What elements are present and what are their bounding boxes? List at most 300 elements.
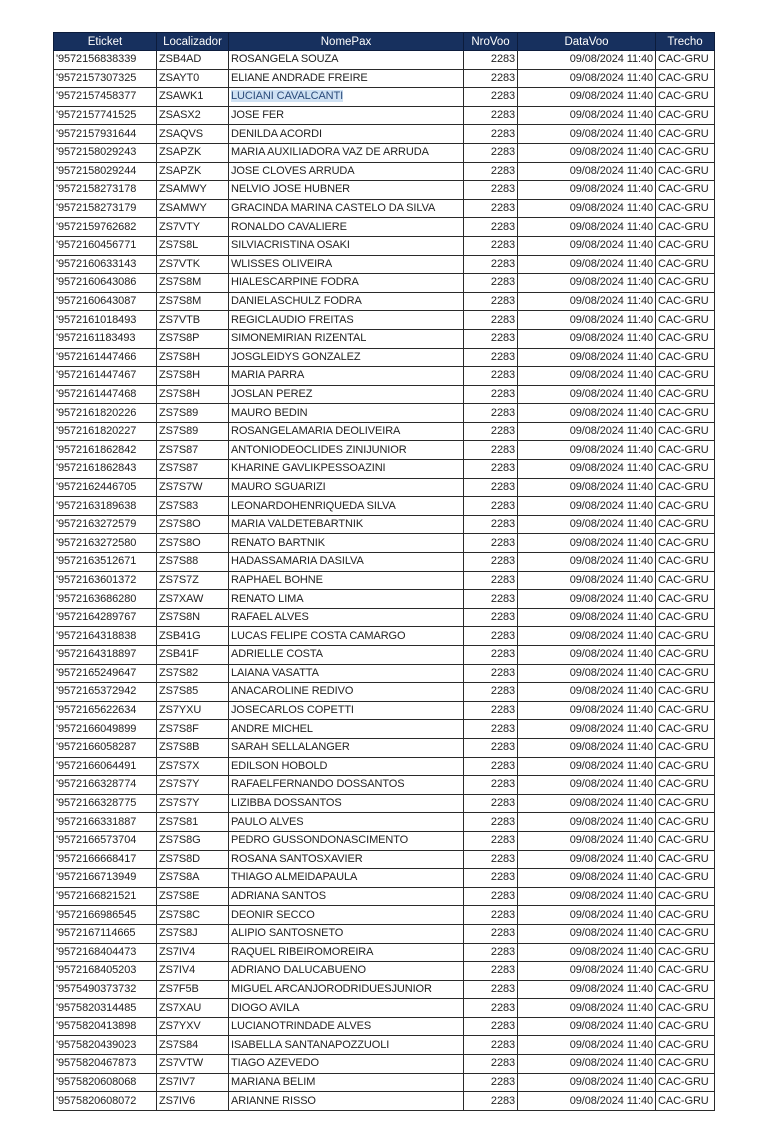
nrovoo-cell[interactable]: 2283 bbox=[464, 51, 518, 70]
localizador-cell[interactable]: ZS7S8M bbox=[157, 274, 229, 293]
trecho-cell[interactable]: CAC-GRU bbox=[656, 850, 715, 869]
eticket-cell[interactable]: '9572166328775 bbox=[54, 794, 157, 813]
nomepax-cell[interactable]: THIAGO ALMEIDAPAULA bbox=[229, 869, 464, 888]
nrovoo-cell[interactable]: 2283 bbox=[464, 590, 518, 609]
eticket-cell[interactable]: '9572159762682 bbox=[54, 218, 157, 237]
nomepax-cell[interactable]: ARIANNE RISSO bbox=[229, 1092, 464, 1111]
datavoo-cell[interactable]: 09/08/2024 11:40 bbox=[518, 69, 656, 88]
datavoo-cell[interactable]: 09/08/2024 11:40 bbox=[518, 51, 656, 70]
localizador-cell[interactable]: ZS7S8D bbox=[157, 850, 229, 869]
nrovoo-cell[interactable]: 2283 bbox=[464, 255, 518, 274]
nomepax-cell[interactable]: KHARINE GAVLIKPESSOAZINI bbox=[229, 460, 464, 479]
trecho-cell[interactable]: CAC-GRU bbox=[656, 980, 715, 999]
trecho-cell[interactable]: CAC-GRU bbox=[656, 181, 715, 200]
nrovoo-cell[interactable]: 2283 bbox=[464, 534, 518, 553]
datavoo-cell[interactable]: 09/08/2024 11:40 bbox=[518, 776, 656, 795]
datavoo-cell[interactable]: 09/08/2024 11:40 bbox=[518, 218, 656, 237]
datavoo-cell[interactable]: 09/08/2024 11:40 bbox=[518, 627, 656, 646]
localizador-cell[interactable]: ZS7S8F bbox=[157, 720, 229, 739]
localizador-cell[interactable]: ZS7S8O bbox=[157, 534, 229, 553]
eticket-cell[interactable]: '9572156838339 bbox=[54, 51, 157, 70]
datavoo-cell[interactable]: 09/08/2024 11:40 bbox=[518, 236, 656, 255]
localizador-cell[interactable]: ZS7IV4 bbox=[157, 962, 229, 981]
trecho-cell[interactable]: CAC-GRU bbox=[656, 999, 715, 1018]
localizador-cell[interactable]: ZS7VTK bbox=[157, 255, 229, 274]
localizador-cell[interactable]: ZS7S8H bbox=[157, 367, 229, 386]
datavoo-cell[interactable]: 09/08/2024 11:40 bbox=[518, 1073, 656, 1092]
nomepax-cell[interactable]: RAFAELFERNANDO DOSSANTOS bbox=[229, 776, 464, 795]
localizador-cell[interactable]: ZS7S7Z bbox=[157, 571, 229, 590]
datavoo-cell[interactable]: 09/08/2024 11:40 bbox=[518, 1092, 656, 1111]
nomepax-cell[interactable]: DANIELASCHULZ FODRA bbox=[229, 292, 464, 311]
eticket-cell[interactable]: '9572161447466 bbox=[54, 348, 157, 367]
nomepax-cell[interactable]: PAULO ALVES bbox=[229, 813, 464, 832]
eticket-cell[interactable]: '9572168404473 bbox=[54, 943, 157, 962]
trecho-cell[interactable]: CAC-GRU bbox=[656, 69, 715, 88]
nomepax-cell[interactable]: MIGUEL ARCANJORODRIDUESJUNIOR bbox=[229, 980, 464, 999]
nrovoo-cell[interactable]: 2283 bbox=[464, 999, 518, 1018]
trecho-cell[interactable]: CAC-GRU bbox=[656, 143, 715, 162]
nrovoo-cell[interactable]: 2283 bbox=[464, 869, 518, 888]
eticket-cell[interactable]: '9572163512671 bbox=[54, 553, 157, 572]
nrovoo-cell[interactable]: 2283 bbox=[464, 738, 518, 757]
nomepax-cell[interactable]: MARIA PARRA bbox=[229, 367, 464, 386]
datavoo-cell[interactable]: 09/08/2024 11:40 bbox=[518, 1055, 656, 1074]
trecho-cell[interactable]: CAC-GRU bbox=[656, 162, 715, 181]
nomepax-cell[interactable]: ROSANGELAMARIA DEOLIVEIRA bbox=[229, 422, 464, 441]
localizador-cell[interactable]: ZSAMWY bbox=[157, 181, 229, 200]
nomepax-cell[interactable]: LEONARDOHENRIQUEDA SILVA bbox=[229, 497, 464, 516]
nrovoo-cell[interactable]: 2283 bbox=[464, 329, 518, 348]
trecho-cell[interactable]: CAC-GRU bbox=[656, 813, 715, 832]
trecho-cell[interactable]: CAC-GRU bbox=[656, 199, 715, 218]
nrovoo-cell[interactable]: 2283 bbox=[464, 980, 518, 999]
trecho-cell[interactable]: CAC-GRU bbox=[656, 348, 715, 367]
localizador-cell[interactable]: ZS7S7Y bbox=[157, 794, 229, 813]
eticket-cell[interactable]: '9575820608068 bbox=[54, 1073, 157, 1092]
localizador-cell[interactable]: ZS7YXV bbox=[157, 1017, 229, 1036]
localizador-cell[interactable]: ZS7S87 bbox=[157, 441, 229, 460]
nomepax-cell[interactable]: SARAH SELLALANGER bbox=[229, 738, 464, 757]
eticket-cell[interactable]: '9572157931644 bbox=[54, 125, 157, 144]
nrovoo-cell[interactable]: 2283 bbox=[464, 1017, 518, 1036]
localizador-cell[interactable]: ZS7S8P bbox=[157, 329, 229, 348]
nomepax-cell[interactable]: MARIA VALDETEBARTNIK bbox=[229, 515, 464, 534]
nrovoo-cell[interactable]: 2283 bbox=[464, 1036, 518, 1055]
eticket-cell[interactable]: '9572166986545 bbox=[54, 906, 157, 925]
datavoo-cell[interactable]: 09/08/2024 11:40 bbox=[518, 88, 656, 107]
localizador-cell[interactable]: ZSB41F bbox=[157, 646, 229, 665]
nomepax-cell[interactable]: PEDRO GUSSONDONASCIMENTO bbox=[229, 831, 464, 850]
localizador-cell[interactable]: ZS7S7W bbox=[157, 478, 229, 497]
nrovoo-cell[interactable]: 2283 bbox=[464, 1092, 518, 1111]
nrovoo-cell[interactable]: 2283 bbox=[464, 943, 518, 962]
eticket-cell[interactable]: '9572158273178 bbox=[54, 181, 157, 200]
localizador-cell[interactable]: ZSAQVS bbox=[157, 125, 229, 144]
nomepax-cell[interactable]: ISABELLA SANTANAPOZZUOLI bbox=[229, 1036, 464, 1055]
nrovoo-cell[interactable]: 2283 bbox=[464, 311, 518, 330]
trecho-cell[interactable]: CAC-GRU bbox=[656, 478, 715, 497]
eticket-cell[interactable]: '9572168405203 bbox=[54, 962, 157, 981]
trecho-cell[interactable]: CAC-GRU bbox=[656, 776, 715, 795]
trecho-cell[interactable]: CAC-GRU bbox=[656, 831, 715, 850]
localizador-cell[interactable]: ZS7S8H bbox=[157, 348, 229, 367]
nomepax-cell[interactable]: GRACINDA MARINA CASTELO DA SILVA bbox=[229, 199, 464, 218]
localizador-cell[interactable]: ZS7S8A bbox=[157, 869, 229, 888]
nrovoo-cell[interactable]: 2283 bbox=[464, 664, 518, 683]
trecho-cell[interactable]: CAC-GRU bbox=[656, 460, 715, 479]
localizador-cell[interactable]: ZS7VTB bbox=[157, 311, 229, 330]
localizador-cell[interactable]: ZS7S8B bbox=[157, 738, 229, 757]
datavoo-cell[interactable]: 09/08/2024 11:40 bbox=[518, 292, 656, 311]
datavoo-cell[interactable]: 09/08/2024 11:40 bbox=[518, 962, 656, 981]
localizador-cell[interactable]: ZSAPZK bbox=[157, 143, 229, 162]
localizador-cell[interactable]: ZS7S8M bbox=[157, 292, 229, 311]
localizador-cell[interactable]: ZS7S7Y bbox=[157, 776, 229, 795]
trecho-cell[interactable]: CAC-GRU bbox=[656, 274, 715, 293]
trecho-cell[interactable]: CAC-GRU bbox=[656, 515, 715, 534]
nomepax-cell[interactable]: HIALESCARPINE FODRA bbox=[229, 274, 464, 293]
nrovoo-cell[interactable]: 2283 bbox=[464, 515, 518, 534]
eticket-cell[interactable]: '9572163272580 bbox=[54, 534, 157, 553]
nrovoo-cell[interactable]: 2283 bbox=[464, 1073, 518, 1092]
datavoo-cell[interactable]: 09/08/2024 11:40 bbox=[518, 106, 656, 125]
nomepax-cell[interactable]: RAPHAEL BOHNE bbox=[229, 571, 464, 590]
datavoo-cell[interactable]: 09/08/2024 11:40 bbox=[518, 199, 656, 218]
nrovoo-cell[interactable]: 2283 bbox=[464, 199, 518, 218]
trecho-cell[interactable]: CAC-GRU bbox=[656, 218, 715, 237]
eticket-cell[interactable]: '9575820314485 bbox=[54, 999, 157, 1018]
localizador-cell[interactable]: ZS7S87 bbox=[157, 460, 229, 479]
eticket-cell[interactable]: '9572160456771 bbox=[54, 236, 157, 255]
trecho-cell[interactable]: CAC-GRU bbox=[656, 1073, 715, 1092]
trecho-cell[interactable]: CAC-GRU bbox=[656, 422, 715, 441]
eticket-cell[interactable]: '9572163189638 bbox=[54, 497, 157, 516]
trecho-cell[interactable]: CAC-GRU bbox=[656, 627, 715, 646]
nrovoo-cell[interactable]: 2283 bbox=[464, 497, 518, 516]
trecho-cell[interactable]: CAC-GRU bbox=[656, 1017, 715, 1036]
nomepax-cell[interactable]: LUCAS FELIPE COSTA CAMARGO bbox=[229, 627, 464, 646]
nrovoo-cell[interactable]: 2283 bbox=[464, 125, 518, 144]
nrovoo-cell[interactable]: 2283 bbox=[464, 218, 518, 237]
localizador-cell[interactable]: ZSAYT0 bbox=[157, 69, 229, 88]
datavoo-cell[interactable]: 09/08/2024 11:40 bbox=[518, 460, 656, 479]
nomepax-cell[interactable]: MARIA AUXILIADORA VAZ DE ARRUDA bbox=[229, 143, 464, 162]
localizador-cell[interactable]: ZSB4AD bbox=[157, 51, 229, 70]
trecho-cell[interactable]: CAC-GRU bbox=[656, 534, 715, 553]
trecho-cell[interactable]: CAC-GRU bbox=[656, 1055, 715, 1074]
datavoo-cell[interactable]: 09/08/2024 11:40 bbox=[518, 999, 656, 1018]
localizador-cell[interactable]: ZSAPZK bbox=[157, 162, 229, 181]
datavoo-cell[interactable]: 09/08/2024 11:40 bbox=[518, 515, 656, 534]
eticket-cell[interactable]: '9572160643086 bbox=[54, 274, 157, 293]
nrovoo-cell[interactable]: 2283 bbox=[464, 385, 518, 404]
trecho-cell[interactable]: CAC-GRU bbox=[656, 757, 715, 776]
datavoo-cell[interactable]: 09/08/2024 11:40 bbox=[518, 478, 656, 497]
trecho-cell[interactable]: CAC-GRU bbox=[656, 924, 715, 943]
eticket-cell[interactable]: '9572166573704 bbox=[54, 831, 157, 850]
eticket-cell[interactable]: '9572165372942 bbox=[54, 683, 157, 702]
localizador-cell[interactable]: ZS7IV7 bbox=[157, 1073, 229, 1092]
localizador-cell[interactable]: ZS7YXU bbox=[157, 701, 229, 720]
nomepax-cell[interactable]: JOSLAN PEREZ bbox=[229, 385, 464, 404]
nrovoo-cell[interactable]: 2283 bbox=[464, 776, 518, 795]
datavoo-cell[interactable]: 09/08/2024 11:40 bbox=[518, 534, 656, 553]
trecho-cell[interactable]: CAC-GRU bbox=[656, 88, 715, 107]
eticket-cell[interactable]: '9572163686280 bbox=[54, 590, 157, 609]
nrovoo-cell[interactable]: 2283 bbox=[464, 274, 518, 293]
nrovoo-cell[interactable]: 2283 bbox=[464, 757, 518, 776]
datavoo-cell[interactable]: 09/08/2024 11:40 bbox=[518, 1036, 656, 1055]
trecho-cell[interactable]: CAC-GRU bbox=[656, 125, 715, 144]
trecho-cell[interactable]: CAC-GRU bbox=[656, 255, 715, 274]
nomepax-cell[interactable]: NELVIO JOSE HUBNER bbox=[229, 181, 464, 200]
nrovoo-cell[interactable]: 2283 bbox=[464, 460, 518, 479]
nomepax-cell[interactable]: RONALDO CAVALIERE bbox=[229, 218, 464, 237]
trecho-cell[interactable]: CAC-GRU bbox=[656, 385, 715, 404]
nrovoo-cell[interactable]: 2283 bbox=[464, 646, 518, 665]
nomepax-cell[interactable]: LUCIANOTRINDADE ALVES bbox=[229, 1017, 464, 1036]
datavoo-cell[interactable]: 09/08/2024 11:40 bbox=[518, 906, 656, 925]
nomepax-cell[interactable]: ROSANA SANTOSXAVIER bbox=[229, 850, 464, 869]
nrovoo-cell[interactable]: 2283 bbox=[464, 348, 518, 367]
eticket-cell[interactable]: '9572158273179 bbox=[54, 199, 157, 218]
trecho-cell[interactable]: CAC-GRU bbox=[656, 1036, 715, 1055]
trecho-cell[interactable]: CAC-GRU bbox=[656, 236, 715, 255]
nrovoo-cell[interactable]: 2283 bbox=[464, 236, 518, 255]
datavoo-cell[interactable]: 09/08/2024 11:40 bbox=[518, 404, 656, 423]
localizador-cell[interactable]: ZS7S8G bbox=[157, 831, 229, 850]
eticket-cell[interactable]: '9575820413898 bbox=[54, 1017, 157, 1036]
datavoo-cell[interactable]: 09/08/2024 11:40 bbox=[518, 831, 656, 850]
trecho-cell[interactable]: CAC-GRU bbox=[656, 738, 715, 757]
localizador-cell[interactable]: ZS7S8L bbox=[157, 236, 229, 255]
eticket-cell[interactable]: '9572161862843 bbox=[54, 460, 157, 479]
eticket-cell[interactable]: '9572163601372 bbox=[54, 571, 157, 590]
eticket-cell[interactable]: '9572166328774 bbox=[54, 776, 157, 795]
nrovoo-cell[interactable]: 2283 bbox=[464, 701, 518, 720]
datavoo-cell[interactable]: 09/08/2024 11:40 bbox=[518, 813, 656, 832]
trecho-cell[interactable]: CAC-GRU bbox=[656, 497, 715, 516]
nrovoo-cell[interactable]: 2283 bbox=[464, 831, 518, 850]
trecho-cell[interactable]: CAC-GRU bbox=[656, 887, 715, 906]
trecho-cell[interactable]: CAC-GRU bbox=[656, 404, 715, 423]
trecho-cell[interactable]: CAC-GRU bbox=[656, 571, 715, 590]
datavoo-cell[interactable]: 09/08/2024 11:40 bbox=[518, 329, 656, 348]
nomepax-cell[interactable] bbox=[229, 88, 464, 107]
datavoo-cell[interactable]: 09/08/2024 11:40 bbox=[518, 367, 656, 386]
nomepax-cell[interactable]: ADRIANO DALUCABUENO bbox=[229, 962, 464, 981]
eticket-cell[interactable]: '9572166713949 bbox=[54, 869, 157, 888]
trecho-cell[interactable]: CAC-GRU bbox=[656, 106, 715, 125]
trecho-cell[interactable]: CAC-GRU bbox=[656, 906, 715, 925]
datavoo-cell[interactable]: 09/08/2024 11:40 bbox=[518, 608, 656, 627]
nomepax-cell[interactable]: MAURO BEDIN bbox=[229, 404, 464, 423]
trecho-cell[interactable]: CAC-GRU bbox=[656, 962, 715, 981]
localizador-cell[interactable]: ZS7S8C bbox=[157, 906, 229, 925]
nomepax-cell[interactable]: HADASSAMARIA DASILVA bbox=[229, 553, 464, 572]
trecho-cell[interactable]: CAC-GRU bbox=[656, 943, 715, 962]
eticket-cell[interactable]: '9572165249647 bbox=[54, 664, 157, 683]
trecho-cell[interactable]: CAC-GRU bbox=[656, 590, 715, 609]
eticket-cell[interactable]: '9572165622634 bbox=[54, 701, 157, 720]
nrovoo-cell[interactable]: 2283 bbox=[464, 794, 518, 813]
datavoo-cell[interactable]: 09/08/2024 11:40 bbox=[518, 553, 656, 572]
eticket-cell[interactable]: '9572158029243 bbox=[54, 143, 157, 162]
eticket-cell[interactable]: '9572158029244 bbox=[54, 162, 157, 181]
datavoo-cell[interactable]: 09/08/2024 11:40 bbox=[518, 311, 656, 330]
datavoo-cell[interactable]: 09/08/2024 11:40 bbox=[518, 571, 656, 590]
trecho-cell[interactable]: CAC-GRU bbox=[656, 311, 715, 330]
trecho-cell[interactable]: CAC-GRU bbox=[656, 720, 715, 739]
localizador-cell[interactable]: ZS7IV6 bbox=[157, 1092, 229, 1111]
nomepax-cell[interactable]: ADRIANA SANTOS bbox=[229, 887, 464, 906]
nomepax-cell[interactable]: RENATO LIMA bbox=[229, 590, 464, 609]
nrovoo-cell[interactable]: 2283 bbox=[464, 553, 518, 572]
localizador-cell[interactable]: ZS7S84 bbox=[157, 1036, 229, 1055]
eticket-cell[interactable]: '9572167114665 bbox=[54, 924, 157, 943]
nomepax-cell[interactable]: SILVIACRISTINA OSAKI bbox=[229, 236, 464, 255]
datavoo-cell[interactable]: 09/08/2024 11:40 bbox=[518, 1017, 656, 1036]
nomepax-cell[interactable]: JOSGLEIDYS GONZALEZ bbox=[229, 348, 464, 367]
eticket-cell[interactable]: '9572161447467 bbox=[54, 367, 157, 386]
localizador-cell[interactable]: ZS7S8E bbox=[157, 887, 229, 906]
trecho-cell[interactable]: CAC-GRU bbox=[656, 1092, 715, 1111]
eticket-cell[interactable]: '9572161820227 bbox=[54, 422, 157, 441]
eticket-cell[interactable]: '9575820439023 bbox=[54, 1036, 157, 1055]
nrovoo-cell[interactable]: 2283 bbox=[464, 367, 518, 386]
nomepax-cell[interactable]: LIZIBBA DOSSANTOS bbox=[229, 794, 464, 813]
datavoo-cell[interactable]: 09/08/2024 11:40 bbox=[518, 701, 656, 720]
nomepax-cell[interactable]: REGICLAUDIO FREITAS bbox=[229, 311, 464, 330]
nomepax-cell[interactable]: MARIANA BELIM bbox=[229, 1073, 464, 1092]
nomepax-cell[interactable]: JOSECARLOS COPETTI bbox=[229, 701, 464, 720]
nrovoo-cell[interactable]: 2283 bbox=[464, 292, 518, 311]
localizador-cell[interactable]: ZS7S85 bbox=[157, 683, 229, 702]
nomepax-cell[interactable]: DENILDA ACORDI bbox=[229, 125, 464, 144]
datavoo-cell[interactable]: 09/08/2024 11:40 bbox=[518, 720, 656, 739]
eticket-cell[interactable]: '9575820467873 bbox=[54, 1055, 157, 1074]
localizador-cell[interactable]: ZS7S8N bbox=[157, 608, 229, 627]
datavoo-cell[interactable]: 09/08/2024 11:40 bbox=[518, 255, 656, 274]
eticket-cell[interactable]: '9572163272579 bbox=[54, 515, 157, 534]
nrovoo-cell[interactable]: 2283 bbox=[464, 887, 518, 906]
nrovoo-cell[interactable]: 2283 bbox=[464, 106, 518, 125]
selected-text[interactable]: LUCIANI CAVALCANTI bbox=[231, 90, 344, 103]
localizador-cell[interactable]: ZS7XAU bbox=[157, 999, 229, 1018]
eticket-cell[interactable]: '9572161447468 bbox=[54, 385, 157, 404]
localizador-cell[interactable]: ZS7S82 bbox=[157, 664, 229, 683]
eticket-cell[interactable]: '9572166821521 bbox=[54, 887, 157, 906]
trecho-cell[interactable]: CAC-GRU bbox=[656, 441, 715, 460]
eticket-cell[interactable]: '9572161820226 bbox=[54, 404, 157, 423]
eticket-cell[interactable]: '9572166331887 bbox=[54, 813, 157, 832]
datavoo-cell[interactable]: 09/08/2024 11:40 bbox=[518, 143, 656, 162]
eticket-cell[interactable]: '9572166058287 bbox=[54, 738, 157, 757]
eticket-cell[interactable]: '9572166668417 bbox=[54, 850, 157, 869]
localizador-cell[interactable]: ZS7VTW bbox=[157, 1055, 229, 1074]
nomepax-cell[interactable]: ALIPIO SANTOSNETO bbox=[229, 924, 464, 943]
nomepax-cell[interactable]: SIMONEMIRIAN RIZENTAL bbox=[229, 329, 464, 348]
localizador-cell[interactable]: ZS7S7X bbox=[157, 757, 229, 776]
eticket-cell[interactable]: '9572162446705 bbox=[54, 478, 157, 497]
nrovoo-cell[interactable]: 2283 bbox=[464, 906, 518, 925]
eticket-cell[interactable]: '9572161018493 bbox=[54, 311, 157, 330]
localizador-cell[interactable]: ZSAWK1 bbox=[157, 88, 229, 107]
nomepax-cell[interactable]: JOSE FER bbox=[229, 106, 464, 125]
trecho-cell[interactable]: CAC-GRU bbox=[656, 646, 715, 665]
datavoo-cell[interactable]: 09/08/2024 11:40 bbox=[518, 590, 656, 609]
eticket-cell[interactable]: '9572161862842 bbox=[54, 441, 157, 460]
datavoo-cell[interactable]: 09/08/2024 11:40 bbox=[518, 162, 656, 181]
nrovoo-cell[interactable]: 2283 bbox=[464, 143, 518, 162]
nrovoo-cell[interactable]: 2283 bbox=[464, 683, 518, 702]
nomepax-cell[interactable]: EDILSON HOBOLD bbox=[229, 757, 464, 776]
nrovoo-cell[interactable]: 2283 bbox=[464, 441, 518, 460]
localizador-cell[interactable]: ZS7F5B bbox=[157, 980, 229, 999]
trecho-cell[interactable]: CAC-GRU bbox=[656, 553, 715, 572]
nomepax-cell[interactable]: DIOGO AVILA bbox=[229, 999, 464, 1018]
nrovoo-cell[interactable]: 2283 bbox=[464, 404, 518, 423]
nrovoo-cell[interactable]: 2283 bbox=[464, 162, 518, 181]
nrovoo-cell[interactable]: 2283 bbox=[464, 88, 518, 107]
datavoo-cell[interactable]: 09/08/2024 11:40 bbox=[518, 924, 656, 943]
trecho-cell[interactable]: CAC-GRU bbox=[656, 292, 715, 311]
localizador-cell[interactable]: ZSASX2 bbox=[157, 106, 229, 125]
datavoo-cell[interactable]: 09/08/2024 11:40 bbox=[518, 441, 656, 460]
trecho-cell[interactable]: CAC-GRU bbox=[656, 794, 715, 813]
nomepax-cell[interactable]: ROSANGELA SOUZA bbox=[229, 51, 464, 70]
localizador-cell[interactable]: ZS7S8H bbox=[157, 385, 229, 404]
nomepax-cell[interactable]: LAIANA VASATTA bbox=[229, 664, 464, 683]
nrovoo-cell[interactable]: 2283 bbox=[464, 850, 518, 869]
localizador-cell[interactable]: ZS7S81 bbox=[157, 813, 229, 832]
datavoo-cell[interactable]: 09/08/2024 11:40 bbox=[518, 664, 656, 683]
datavoo-cell[interactable]: 09/08/2024 11:40 bbox=[518, 422, 656, 441]
localizador-cell[interactable]: ZS7XAW bbox=[157, 590, 229, 609]
datavoo-cell[interactable]: 09/08/2024 11:40 bbox=[518, 181, 656, 200]
nrovoo-cell[interactable]: 2283 bbox=[464, 478, 518, 497]
trecho-cell[interactable]: CAC-GRU bbox=[656, 329, 715, 348]
eticket-cell[interactable]: '9575820608072 bbox=[54, 1092, 157, 1111]
nomepax-cell[interactable]: ANTONIODEOCLIDES ZINIJUNIOR bbox=[229, 441, 464, 460]
localizador-cell[interactable]: ZSAMWY bbox=[157, 199, 229, 218]
eticket-cell[interactable]: '9572164289767 bbox=[54, 608, 157, 627]
nomepax-cell[interactable]: WLISSES OLIVEIRA bbox=[229, 255, 464, 274]
datavoo-cell[interactable]: 09/08/2024 11:40 bbox=[518, 385, 656, 404]
nomepax-cell[interactable]: ANACAROLINE REDIVO bbox=[229, 683, 464, 702]
nomepax-cell[interactable]: JOSE CLOVES ARRUDA bbox=[229, 162, 464, 181]
nrovoo-cell[interactable]: 2283 bbox=[464, 422, 518, 441]
nrovoo-cell[interactable]: 2283 bbox=[464, 1055, 518, 1074]
nomepax-cell[interactable]: MAURO SGUARIZI bbox=[229, 478, 464, 497]
trecho-cell[interactable]: CAC-GRU bbox=[656, 51, 715, 70]
eticket-cell[interactable]: '9572164318838 bbox=[54, 627, 157, 646]
nomepax-cell[interactable]: ADRIELLE COSTA bbox=[229, 646, 464, 665]
datavoo-cell[interactable]: 09/08/2024 11:40 bbox=[518, 757, 656, 776]
nomepax-cell[interactable]: ELIANE ANDRADE FREIRE bbox=[229, 69, 464, 88]
nrovoo-cell[interactable]: 2283 bbox=[464, 962, 518, 981]
datavoo-cell[interactable]: 09/08/2024 11:40 bbox=[518, 943, 656, 962]
nrovoo-cell[interactable]: 2283 bbox=[464, 181, 518, 200]
nrovoo-cell[interactable]: 2283 bbox=[464, 720, 518, 739]
datavoo-cell[interactable]: 09/08/2024 11:40 bbox=[518, 794, 656, 813]
nomepax-cell[interactable]: RAQUEL RIBEIROMOREIRA bbox=[229, 943, 464, 962]
datavoo-cell[interactable]: 09/08/2024 11:40 bbox=[518, 348, 656, 367]
nrovoo-cell[interactable]: 2283 bbox=[464, 608, 518, 627]
trecho-cell[interactable]: CAC-GRU bbox=[656, 683, 715, 702]
localizador-cell[interactable]: ZS7S8O bbox=[157, 515, 229, 534]
